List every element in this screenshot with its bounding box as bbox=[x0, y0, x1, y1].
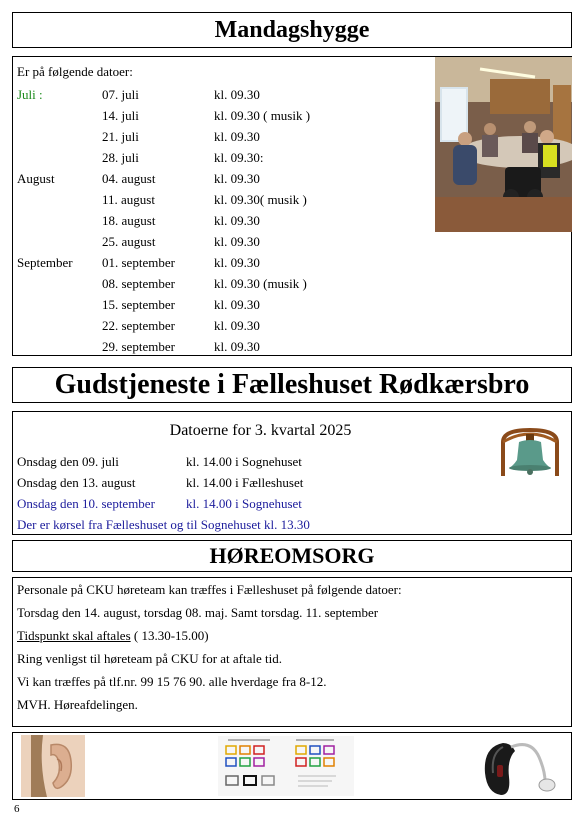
hoereomsorg-line-3 bbox=[17, 628, 209, 644]
service-row bbox=[13, 451, 508, 472]
hearing-images-strip bbox=[12, 732, 572, 800]
appointment-time-range: ( 13.30-15.00) bbox=[130, 628, 209, 643]
time-label: kl. 09.30 bbox=[214, 255, 260, 270]
date-row bbox=[13, 168, 433, 189]
gudstjeneste-subtitle: Datoerne for 3. kvartal 2025 bbox=[169, 422, 352, 439]
service-day: Onsdag den 09. juli bbox=[17, 454, 119, 469]
date-label: 18. august bbox=[102, 213, 156, 228]
appointment-required-text: Tidspunkt skal aftales bbox=[17, 628, 131, 643]
service-row bbox=[13, 493, 508, 514]
hoereomsorg-line-4: Ring venligst til høreteam på CKU for at aftale tid. bbox=[17, 651, 282, 666]
date-label: 07. juli bbox=[102, 87, 139, 102]
date-row bbox=[13, 147, 433, 168]
hoereomsorg-title: HØREOMSORG bbox=[209, 543, 375, 568]
gudstjeneste-date-list bbox=[13, 451, 508, 514]
date-label: 08. september bbox=[102, 276, 175, 291]
date-row bbox=[13, 336, 433, 357]
date-row bbox=[13, 294, 433, 315]
time-label: kl. 09.30 ( musik ) bbox=[214, 108, 311, 123]
date-label: 15. september bbox=[102, 297, 175, 312]
time-label: kl. 09.30 bbox=[214, 318, 260, 333]
date-row bbox=[13, 105, 433, 126]
hearing-aid-device-icon bbox=[475, 737, 559, 797]
mandagshygge-date-list bbox=[13, 84, 433, 357]
date-label: 14. juli bbox=[102, 108, 139, 123]
date-row bbox=[13, 126, 433, 147]
hoereomsorg-line-1: Personale på CKU høreteam kan træffes i Fælleshuset på følgende datoer: bbox=[17, 582, 402, 597]
service-day: Onsdag den 13. august bbox=[17, 475, 136, 490]
date-row bbox=[13, 273, 433, 294]
time-label: kl. 09.30( musik ) bbox=[214, 192, 307, 207]
date-label: 21. juli bbox=[102, 129, 139, 144]
month-label: Juli : bbox=[17, 87, 43, 102]
service-info: kl. 14.00 i Sognehuset bbox=[186, 496, 302, 511]
date-label: 04. august bbox=[102, 171, 156, 186]
hoereomsorg-line-5: Vi kan træffes på tlf.nr. 99 15 76 90. alle hverdage fra 8-12. bbox=[17, 674, 327, 689]
service-row bbox=[13, 472, 508, 493]
hoereomsorg-info bbox=[12, 577, 572, 727]
month-label: September bbox=[17, 255, 73, 270]
date-label: 11. august bbox=[102, 192, 155, 207]
time-label: kl. 09.30 bbox=[214, 234, 260, 249]
service-info: kl. 14.00 i Fælleshuset bbox=[186, 475, 304, 490]
time-label: kl. 09.30 bbox=[214, 339, 260, 354]
time-label: kl. 09.30: bbox=[214, 150, 264, 165]
date-label: 28. juli bbox=[102, 150, 139, 165]
gudstjeneste-title-box bbox=[12, 367, 572, 403]
ear-photo bbox=[21, 735, 85, 797]
page-number: 6 bbox=[14, 803, 20, 815]
time-label: kl. 09.30 bbox=[214, 171, 260, 186]
date-label: 25. august bbox=[102, 234, 156, 249]
time-label: kl. 09.30 (musik ) bbox=[214, 276, 307, 291]
bell-icon bbox=[499, 428, 561, 478]
gudstjeneste-schedule bbox=[12, 411, 572, 535]
date-row bbox=[13, 84, 433, 105]
month-label: August bbox=[17, 171, 55, 186]
date-row bbox=[13, 315, 433, 336]
transport-note: Der er kørsel fra Fælleshuset og til Sognehuset kl. 13.30 bbox=[17, 517, 310, 532]
mandagshygge-title-box bbox=[12, 12, 572, 48]
date-row bbox=[13, 210, 433, 231]
hoereomsorg-line-6: MVH. Høreafdelingen. bbox=[17, 697, 138, 712]
mandagshygge-intro: Er på følgende datoer: bbox=[17, 64, 133, 79]
hoereomsorg-line-2: Torsdag den 14. august, torsdag 08. maj. Samt torsdag. 11. september bbox=[17, 605, 379, 620]
date-label: 29. september bbox=[102, 339, 175, 354]
service-info: kl. 14.00 i Sognehuset bbox=[186, 454, 302, 469]
time-label: kl. 09.30 bbox=[214, 129, 260, 144]
mandagshygge-title: Mandagshygge bbox=[214, 16, 370, 43]
time-label: kl. 09.30 bbox=[214, 213, 260, 228]
gudstjeneste-title: Gudstjeneste i Fælleshuset Rødkærsbro bbox=[54, 369, 530, 400]
date-row bbox=[13, 189, 433, 210]
date-label: 22. september bbox=[102, 318, 175, 333]
date-row bbox=[13, 231, 433, 252]
hearing-aid-battery-chart bbox=[218, 736, 354, 796]
date-label: 01. september bbox=[102, 255, 175, 270]
service-day: Onsdag den 10. september bbox=[17, 496, 155, 511]
time-label: kl. 09.30 bbox=[214, 297, 260, 312]
social-gathering-photo bbox=[435, 57, 572, 232]
date-row bbox=[13, 252, 433, 273]
time-label: kl. 09.30 bbox=[214, 87, 260, 102]
hoereomsorg-title-box bbox=[12, 540, 572, 572]
mandagshygge-schedule bbox=[12, 56, 572, 356]
